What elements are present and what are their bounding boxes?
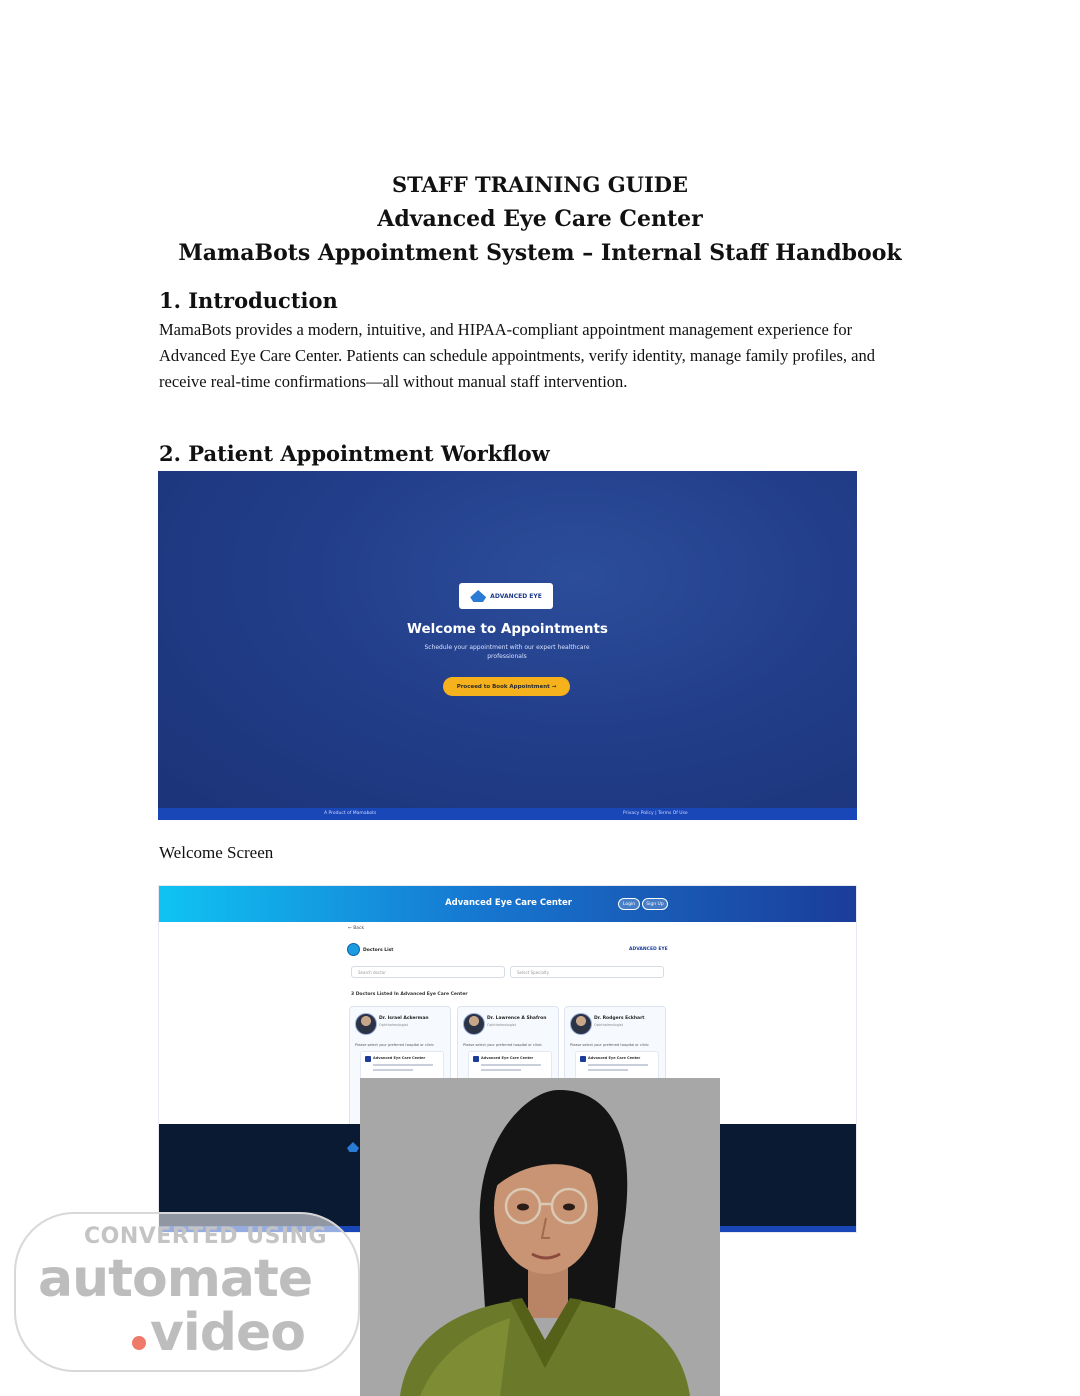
doctor-specialty: Ophthalmologist	[594, 1023, 623, 1027]
doctor-specialty: Ophthalmologist	[379, 1023, 408, 1027]
title-line-2: Advanced Eye Care Center	[377, 206, 703, 232]
select-hint: Please select your preferred hospital or clinic	[570, 1043, 649, 1047]
address-line	[481, 1069, 521, 1071]
footer-logo-icon	[347, 1142, 359, 1152]
doctor-specialty: Ophthalmologist	[487, 1023, 516, 1027]
doctor-name: Dr. Rodgers Eckhart	[594, 1016, 645, 1021]
doctors-icon	[347, 943, 360, 956]
location-name: Advanced Eye Care Center	[481, 1056, 534, 1060]
title-line-3: MamaBots Appointment System – Internal Staff Handbook	[178, 240, 902, 266]
doctor-name: Dr. Israel Ackerman	[379, 1016, 429, 1021]
building-icon	[365, 1056, 371, 1062]
doctor-name: Dr. Lawrence A Shafron	[487, 1016, 547, 1021]
building-icon	[473, 1056, 479, 1062]
title-line-1: STAFF TRAINING GUIDE	[391, 172, 688, 197]
logo-icon	[470, 590, 486, 602]
watermark-caption: CONVERTED USING	[84, 1224, 328, 1249]
back-button[interactable]: ← Back	[348, 926, 365, 931]
select-hint: Please select your preferred hospital or clinic	[463, 1043, 542, 1047]
proceed-to-book-button[interactable]: Proceed to Book Appointment →	[443, 677, 570, 696]
section-heading-workflow: 2. Patient Appointment Workflow	[159, 441, 550, 466]
watermark-brand-suffix: video	[150, 1303, 305, 1363]
doctors-count-text: 3 Doctors Listed In Advanced Eye Care Center	[351, 992, 468, 997]
doctors-logo-text: ADVANCED EYE	[629, 947, 668, 952]
address-line	[481, 1064, 541, 1066]
clinic-logo	[459, 583, 553, 609]
footer-policy-links[interactable]: Privacy Policy | Terms Of Use	[623, 811, 688, 816]
welcome-title: Welcome to Appointments	[407, 621, 608, 637]
address-line	[588, 1069, 628, 1071]
building-icon	[580, 1056, 586, 1062]
address-line	[588, 1064, 648, 1066]
logo-text: ADVANCED EYE	[490, 592, 542, 600]
address-line	[373, 1069, 413, 1071]
document-title	[0, 168, 1080, 270]
watermark-brand: automate	[38, 1249, 313, 1309]
introduction-paragraph: MamaBots provides a modern, intuitive, and HIPAA-compliant appointment management experience for Advanced Eye Care Center. Patients can schedule appointments, verify identity, manage family profiles, and receive real-time confirmations—all without manual staff intervention.	[159, 320, 875, 392]
presenter-webcam	[360, 1078, 720, 1396]
footer-product-link[interactable]: A Product of Mamabots	[324, 811, 377, 816]
address-line	[373, 1064, 433, 1066]
welcome-subtitle: Schedule your appointment with our expert healthcare professionals	[424, 644, 590, 660]
section-heading-introduction: 1. Introduction	[159, 288, 338, 313]
login-button[interactable]: Login	[618, 898, 640, 910]
welcome-footer	[158, 808, 857, 820]
doctor-avatar	[355, 1013, 377, 1035]
welcome-screen-screenshot	[158, 471, 857, 820]
select-hint: Please select your preferred hospital or clinic	[355, 1043, 434, 1047]
app-header	[159, 886, 857, 922]
watermark-dot-icon	[132, 1336, 146, 1350]
location-name: Advanced Eye Care Center	[373, 1056, 426, 1060]
specialty-select[interactable]: Select Specialty	[510, 966, 664, 978]
welcome-screen-caption: Welcome Screen	[159, 843, 274, 862]
presenter-image	[360, 1078, 720, 1396]
location-name: Advanced Eye Care Center	[588, 1056, 641, 1060]
doctors-list-title: Doctors List	[363, 948, 394, 953]
signup-button[interactable]: Sign Up	[642, 898, 668, 910]
doctor-avatar	[463, 1013, 485, 1035]
doctor-search-input[interactable]: Search doctor	[351, 966, 505, 978]
doctor-avatar	[570, 1013, 592, 1035]
header-title: Advanced Eye Care Center	[445, 898, 572, 908]
